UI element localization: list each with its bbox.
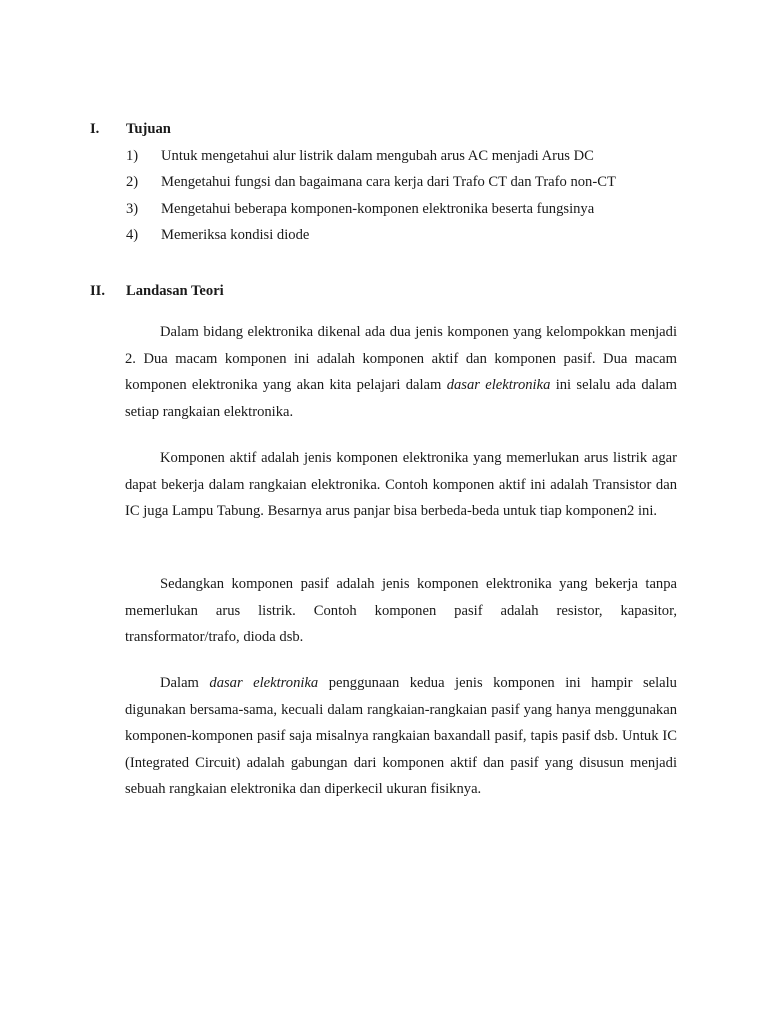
section-2-number: II. [90,283,106,299]
section-1-number: I. [90,121,100,137]
paragraph-1-text-b: ini selalu ada dalam setiap rangkaian elektronika. [125,377,678,420]
list-item-1-text: Untuk mengetahui alur listrik dalam mengubah arus AC menjadi Arus DC [161,148,594,164]
paragraph-1 [125,319,677,425]
paragraph-4 [125,670,677,803]
section-2-title: Landasan Teori [126,283,224,299]
list-item-2-text: Mengetahui fungsi dan bagaimana cara kerja dari Trafo CT dan Trafo non-CT [161,174,616,190]
list-item-3-text: Mengetahui beberapa komponen-komponen elektronika beserta fungsinya [161,201,595,217]
list-item-2-number: 2) [126,174,139,190]
list-item-4-number: 4) [126,227,139,243]
paragraph-1-emphasis: dasar elektronika [446,377,551,393]
paragraph-2: Komponen aktif adalah jenis komponen elektronika yang memerlukan arus listrik agar dapat bekerja dalam rangkaian elektronika. Contoh komponen aktif ini adalah Transistor dan IC juga Lampu Tabung. Besarnya arus panjar bisa berbeda-beda untuk tiap komponen2 ini. [125,450,677,519]
paragraph-4-text-a: Dalam [160,675,210,691]
list-item-3-number: 3) [126,201,139,217]
list-item-4-text: Memeriksa kondisi diode [161,227,310,243]
paragraph-3: Sedangkan komponen pasif adalah jenis komponen elektronika yang bekerja tanpa memerlukan arus listrik. Contoh komponen pasif adalah resistor, kapasitor, transformator/trafo, dioda dsb. [125,576,677,645]
paragraph-1-text-a: Dalam bidang elektronika dikenal ada dua jenis komponen yang kelompokkan menjadi 2. Dua macam komponen ini adalah komponen aktif dan komponen pasif. Dua macam komponen elektronika yang akan kita pelajari dalam [125,324,677,393]
section-1-title: Tujuan [126,121,171,137]
list-item-1-number: 1) [126,148,139,164]
paragraph-4-emphasis: dasar elektronika [209,675,319,691]
paragraph-4-text-b: penggunaan kedua jenis komponen ini hampir selalu digunakan bersama-sama, kecuali dalam rangkaian-rangkaian pasif yang hanya menggunakan komponen-komponen pasif saja misalnya rangkaian baxandall pasif, tapis pasif dsb. Untuk IC (Integrated Circuit) adalah gabungan dari komponen aktif dan pasif yang disusun menjadi sebuah rangkaian elektronika dan diperkecil ukuran fisiknya. [125,675,677,797]
